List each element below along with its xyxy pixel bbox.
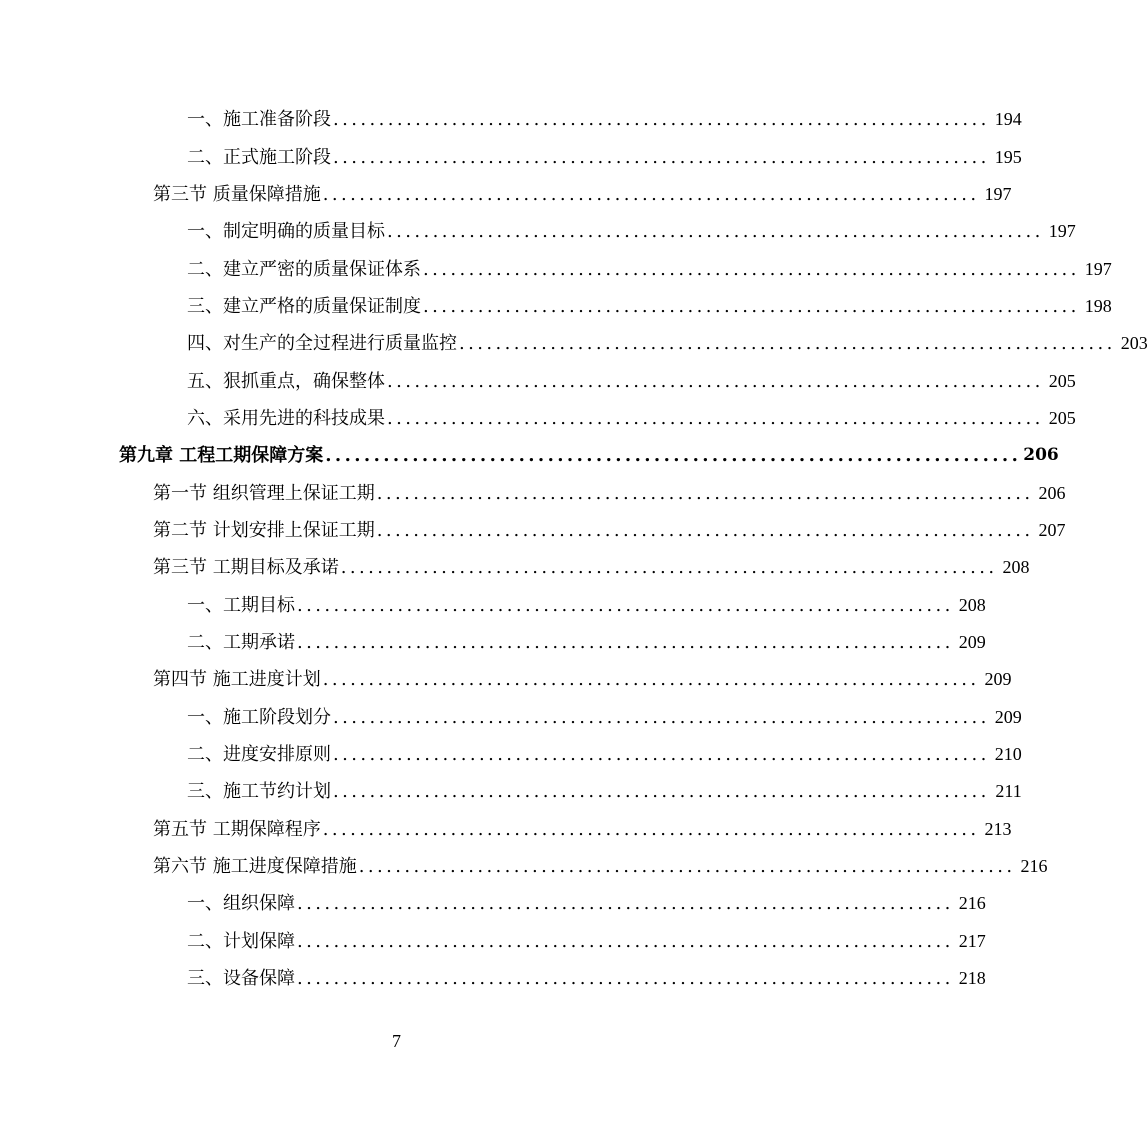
toc-entry-page: 209: [958, 631, 986, 652]
toc-dot-leader: ........................................................................: [376, 482, 1034, 504]
toc-dot-leader: ........................................................................: [459, 333, 1116, 355]
toc-entry-title: 三、建立严格的质量保证制度: [187, 295, 421, 317]
toc-entry-page: 209: [984, 669, 1012, 690]
toc-entry-page: 213: [984, 818, 1012, 839]
toc-entry-page: 206: [1023, 445, 1059, 466]
toc-dot-leader: ........................................................................: [297, 893, 954, 915]
toc-dot-leader: ........................................................................: [387, 407, 1044, 429]
toc-dot-leader: ........................................................................: [387, 370, 1044, 392]
toc-entry-title: 二、建立严密的质量保证体系: [187, 258, 421, 280]
toc-entry[interactable]: [0, 923, 986, 960]
toc-dot-leader: ........................................................................: [376, 519, 1034, 541]
toc-entry-title: 四、对生产的全过程进行质量监控: [187, 333, 457, 355]
toc-entry[interactable]: [0, 101, 1022, 138]
toc-dot-leader: ........................................................................: [423, 258, 1080, 280]
toc-entry-page: 197: [1084, 258, 1112, 279]
toc-entry-page: 203: [1120, 333, 1148, 354]
toc-entry[interactable]: [0, 699, 1022, 736]
toc-entry-title: 六、采用先进的科技成果: [187, 407, 385, 429]
toc-entry[interactable]: [0, 250, 1112, 287]
toc-entry-title: 五、狠抓重点，确保整体: [187, 370, 385, 392]
toc-entry[interactable]: [0, 176, 1012, 213]
toc-entry-title: 第三节 质量保障措施: [153, 183, 321, 205]
toc-dot-leader: ........................................................................: [333, 706, 990, 728]
toc-entry[interactable]: [0, 325, 1148, 362]
toc-entry-title: 三、设备保障: [187, 968, 295, 990]
toc-entry-title: 一、施工准备阶段: [187, 109, 331, 131]
toc-entry-page: 210: [994, 744, 1022, 765]
toc-entry[interactable]: [0, 138, 1022, 175]
toc-entry-title: 第六节 施工进度保障措施: [153, 856, 357, 878]
toc-dot-leader: ........................................................................: [423, 295, 1080, 317]
toc-entry[interactable]: [0, 474, 1066, 511]
toc-entry-title: 一、制定明确的质量目标: [187, 221, 385, 243]
toc-entry-title: 二、计划保障: [187, 930, 295, 952]
toc-entry-title: 第一节 组织管理上保证工期: [153, 482, 375, 504]
toc-dot-leader: ........................................................................: [387, 221, 1044, 243]
toc-dot-leader: ........................................................................: [297, 930, 954, 952]
toc-entry[interactable]: [0, 885, 986, 922]
toc-entry-title: 一、施工阶段划分: [187, 706, 331, 728]
toc-dot-leader: ........................................................................: [297, 594, 954, 616]
toc-entry-page: 194: [994, 109, 1022, 130]
toc-entry-title: 一、组织保障: [187, 893, 295, 915]
toc-entry-page: 198: [1084, 295, 1112, 316]
toc-dot-leader: ........................................................................: [333, 781, 990, 803]
toc-entry-page: 207: [1038, 519, 1066, 540]
toc-entry-page: 197: [984, 183, 1012, 204]
toc-entry-title: 二、进度安排原则: [187, 744, 331, 766]
toc-entry-page: 209: [994, 706, 1022, 727]
toc-entry-page: 197: [1048, 221, 1076, 242]
toc-entry-page: 211: [995, 781, 1022, 802]
toc-dot-leader: ........................................................................: [322, 818, 980, 840]
toc-entry-page: 217: [958, 930, 986, 951]
toc-entry[interactable]: [0, 549, 1030, 586]
table-of-contents: [0, 101, 1148, 997]
toc-entry-title: 二、工期承诺: [187, 631, 295, 653]
toc-entry-title: 二、正式施工阶段: [187, 146, 331, 168]
toc-entry[interactable]: [0, 400, 1076, 437]
toc-entry-page: 216: [958, 893, 986, 914]
toc-entry-page: 208: [958, 594, 986, 615]
toc-entry-title: 第三节 工期目标及承诺: [153, 557, 339, 579]
toc-dot-leader: ........................................................................: [297, 631, 954, 653]
toc-entry[interactable]: [0, 661, 1012, 698]
toc-dot-leader: ........................................................................: [333, 146, 990, 168]
toc-dot-leader: ........................................................................: [322, 183, 980, 205]
toc-entry-page: 208: [1002, 557, 1030, 578]
toc-entry[interactable]: [0, 362, 1076, 399]
toc-entry[interactable]: [0, 213, 1076, 250]
toc-entry-title: 一、工期目标: [187, 594, 295, 616]
toc-entry-page: 206: [1038, 482, 1066, 503]
toc-entry[interactable]: [0, 960, 986, 997]
toc-entry[interactable]: [0, 288, 1112, 325]
toc-dot-leader: ........................................................................: [358, 856, 1016, 878]
toc-entry-page: 218: [958, 968, 986, 989]
toc-chapter-entry[interactable]: [0, 437, 1059, 474]
toc-entry-title: 第九章 工程工期保障方案: [119, 445, 324, 467]
toc-dot-leader: ........................................................................: [333, 109, 990, 131]
page-number: 7: [392, 1031, 401, 1051]
toc-entry[interactable]: [0, 586, 986, 623]
toc-entry-page: 195: [994, 146, 1022, 167]
toc-entry-title: 第四节 施工进度计划: [153, 669, 321, 691]
toc-dot-leader: ........................................................................: [297, 968, 954, 990]
toc-dot-leader: ........................................................................: [340, 557, 998, 579]
toc-entry-page: 205: [1048, 407, 1076, 428]
toc-dot-leader: ........................................................................: [325, 445, 1022, 467]
toc-entry[interactable]: [0, 848, 1048, 885]
toc-entry[interactable]: [0, 736, 1022, 773]
toc-entry[interactable]: [0, 773, 1022, 810]
toc-dot-leader: ........................................................................: [322, 669, 980, 691]
toc-entry-title: 三、施工节约计划: [187, 781, 331, 803]
toc-entry[interactable]: [0, 624, 986, 661]
toc-entry-page: 216: [1020, 856, 1048, 877]
toc-entry-page: 205: [1048, 370, 1076, 391]
toc-entry[interactable]: [0, 811, 1012, 848]
toc-dot-leader: ........................................................................: [333, 744, 990, 766]
toc-entry[interactable]: [0, 512, 1066, 549]
toc-entry-title: 第二节 计划安排上保证工期: [153, 519, 375, 541]
toc-entry-title: 第五节 工期保障程序: [153, 818, 321, 840]
